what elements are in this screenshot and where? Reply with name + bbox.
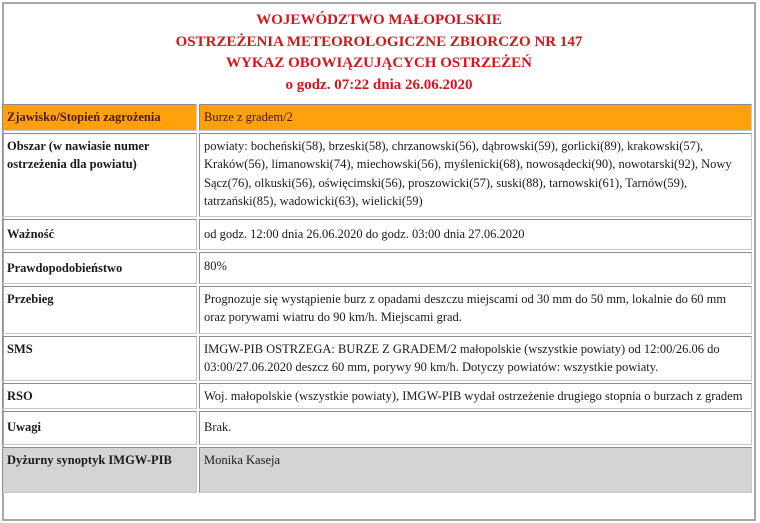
row-label: Przebieg [2,286,197,334]
table-row-phenomenon [2,104,752,131]
table-row-validity [2,219,752,251]
row-label: Ważność [2,219,197,251]
row-label: RSO [2,383,197,410]
row-value: Brak. [199,411,752,445]
document-header [4,4,754,102]
warning-document [2,2,756,521]
table-row-probability [2,252,752,284]
row-value: IMGW-PIB OSTRZEGA: BURZE Z GRADEM/2 małopolskie (wszystkie powiaty) od 12:00/26.06 do 03:00/27.06.2020 deszcz 60 mm, porywy 90 km/h. Dotyczy powiatów: wszystkie powiaty. [199,336,752,381]
header-bulletin-title: OSTRZEŻENIA METEOROLOGICZNE ZBIORCZO NR 147 [175,33,583,50]
row-label: Obszar (w nawiasie numer ostrzeżenia dla powiatu) [2,133,197,217]
table-row-forecaster [2,447,752,493]
row-label: Uwagi [2,411,197,445]
row-label: Prawdopodobieństwo [2,252,197,284]
table-row-course [2,286,752,334]
row-label: Dyżurny synoptyk IMGW-PIB [2,447,197,493]
header-list-title: WYKAZ OBOWIĄZUJĄCYCH OSTRZEŻEŃ [226,55,532,71]
table-row-sms [2,336,752,381]
warning-table [0,102,754,495]
row-label: Zjawisko/Stopień zagrożenia [2,104,197,131]
header-voivodeship: WOJEWÓDZTWO MAŁOPOLSKIE [256,12,502,28]
header-issue-time: o godz. 07:22 dnia 26.06.2020 [285,76,473,93]
row-value: Monika Kaseja [199,447,752,493]
row-value: powiaty: bocheński(58), brzeski(58), chrzanowski(56), dąbrowski(59), gorlicki(89), krakowski(57), Kraków(56), limanowski(74), miechowski(56), myślenicki(68), nowosądecki(90), nowotarski(92), Nowy Sącz(76), olkuski(56), oświęcimski(56), proszowicki(57), suski(88), tarnowski(61), Tarnów(59), tatrzański(85), wadowicki(63), wielicki(59) [199,133,752,217]
row-value: 80% [199,252,752,284]
table-row-rso [2,383,752,410]
table-row-remarks [2,411,752,445]
row-label: SMS [2,336,197,381]
row-value: od godz. 12:00 dnia 26.06.2020 do godz. 03:00 dnia 27.06.2020 [199,219,752,251]
row-value: Burze z gradem/2 [199,104,752,131]
row-value: Prognozuje się wystąpienie burz z opadami deszczu miejscami od 30 mm do 50 mm, lokalnie do 60 mm oraz porywami wiatru do 90 km/h. Miejscami grad. [199,286,752,334]
row-value: Woj. małopolskie (wszystkie powiaty), IMGW-PIB wydał ostrzeżenie drugiego stopnia o burzach z gradem [199,383,752,410]
table-row-area [2,133,752,217]
